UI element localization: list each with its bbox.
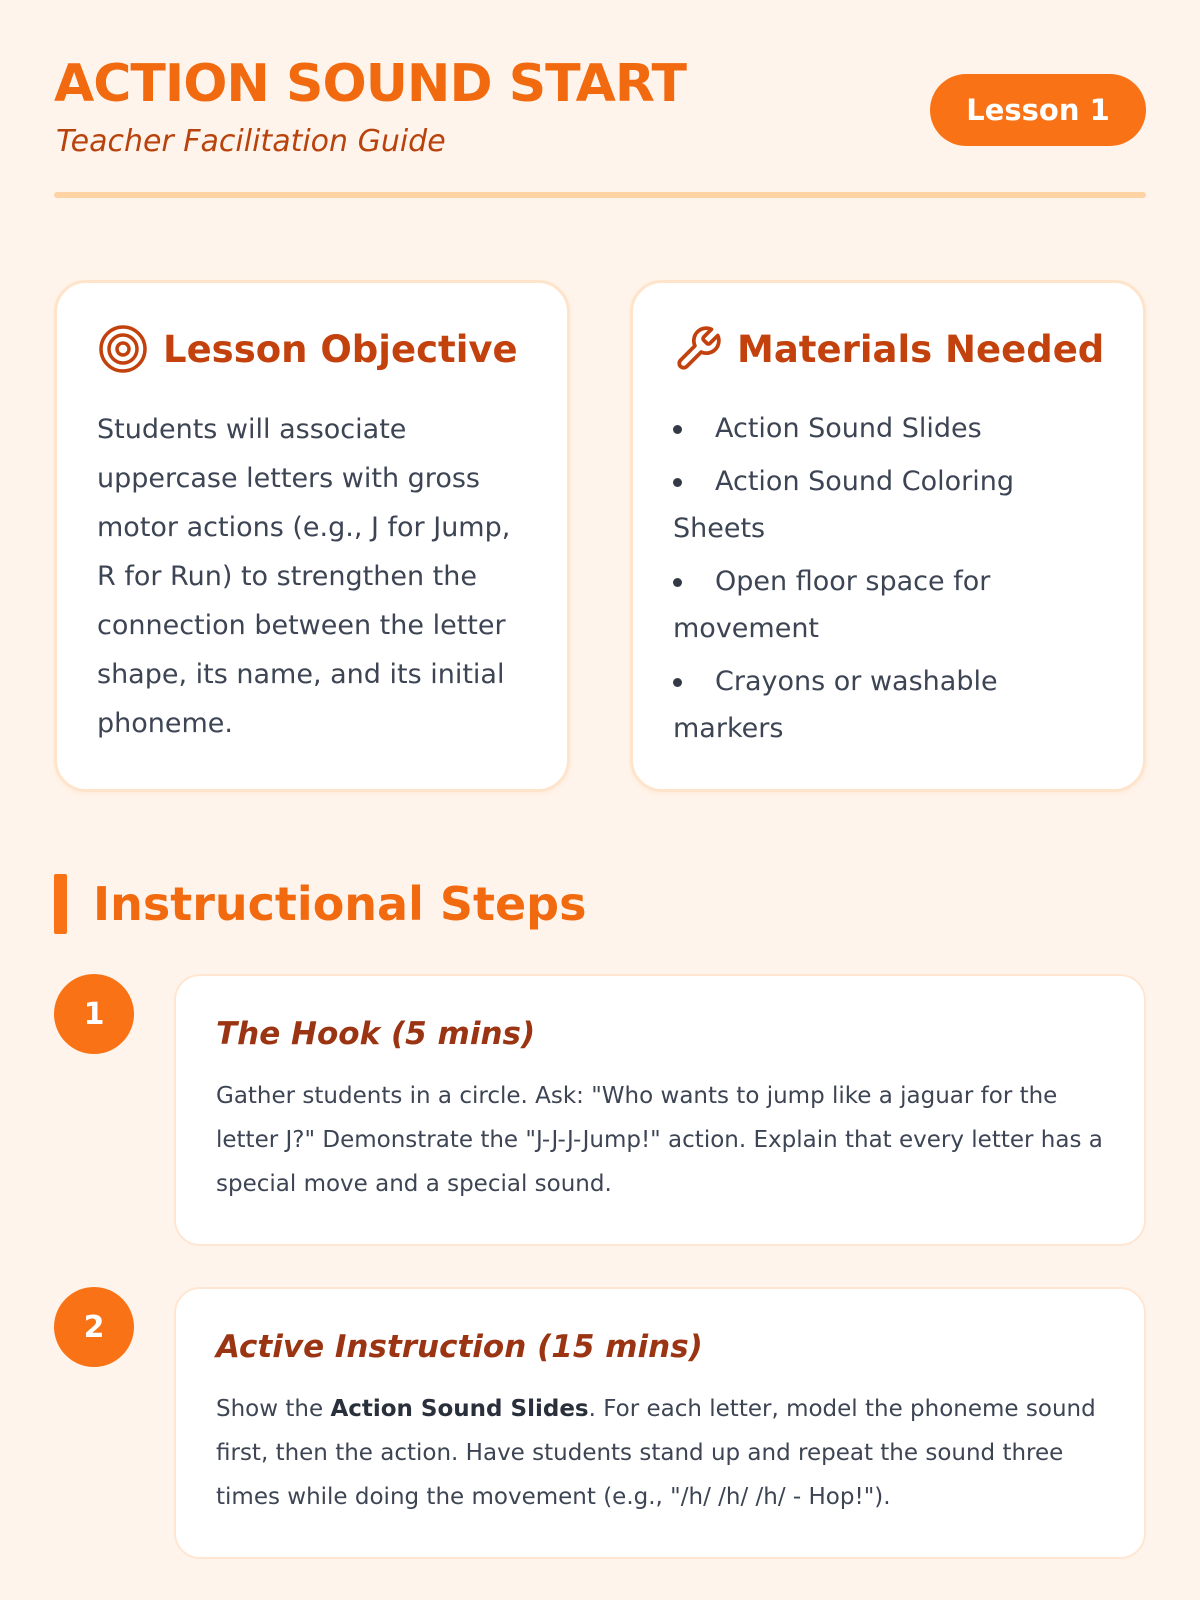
lesson-badge: Lesson 1 <box>930 74 1146 146</box>
steps-section-title: Instructional Steps <box>93 877 587 931</box>
steps-section-header <box>54 874 587 934</box>
target-icon <box>97 323 149 375</box>
step-text: Gather students in a circle. Ask: "Who wants to jump like a jaguar for the letter J?" Demonstrate the "J-J-J-Jump!" action. Explain that every letter has a special move and a special sound. <box>216 1083 1103 1197</box>
materials-item: Action Sound Slides <box>673 405 1103 452</box>
section-accent-bar <box>54 874 67 934</box>
materials-item: Action Sound Coloring Sheets <box>673 458 1103 552</box>
objective-card <box>54 280 570 792</box>
step-card <box>174 1287 1146 1559</box>
wrench-icon <box>673 323 723 375</box>
step-number-badge: 2 <box>54 1287 134 1367</box>
step-text-before: Show the <box>216 1396 331 1422</box>
objective-card-header <box>97 321 527 377</box>
objective-title: Lesson Objective <box>163 327 518 371</box>
step-number-badge: 1 <box>54 974 134 1054</box>
page-subtitle: Teacher Facilitation Guide <box>56 124 446 159</box>
step-text <box>216 1387 1104 1519</box>
step-title: The Hook (5 mins) <box>216 1016 536 1052</box>
info-cards <box>54 280 1146 792</box>
step-text-bold: Action Sound Slides <box>330 1396 589 1422</box>
materials-list <box>673 405 1103 752</box>
materials-item: Crayons or washable markers <box>673 658 1103 752</box>
step-title: Active Instruction (15 mins) <box>216 1329 703 1365</box>
page-title: ACTION SOUND START <box>54 54 687 114</box>
materials-card <box>630 280 1146 792</box>
step-card <box>174 974 1146 1246</box>
header <box>54 0 1146 200</box>
materials-title: Materials Needed <box>737 327 1105 371</box>
materials-item: Open floor space for movement <box>673 558 1103 652</box>
header-divider <box>54 192 1146 198</box>
objective-text: Students will associate uppercase letters with gross motor actions (e.g., J for Jump, R for Run) to strengthen the connection between the letter shape, its name, and its initial phoneme. <box>97 414 511 739</box>
materials-card-header <box>673 321 1103 377</box>
step-text-after: . For each letter, model the phoneme sound first, then the action. Have students stand up and repeat the sound three times while doing the movement (e.g., "/h/ /h/ /h/ - Hop!"). <box>216 1396 1096 1510</box>
